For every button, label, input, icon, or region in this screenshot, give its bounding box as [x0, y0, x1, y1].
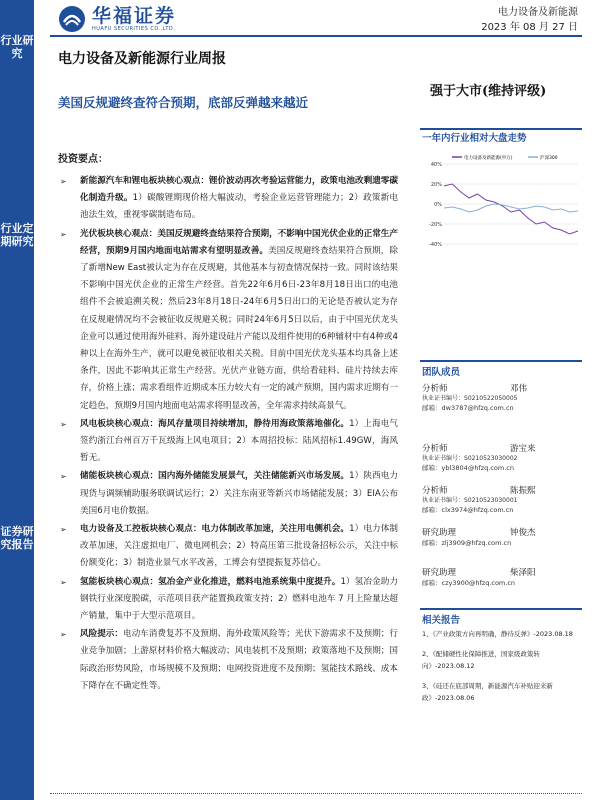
bullet-wind: [58, 416, 398, 468]
analyst-reg: S0210523030002: [464, 455, 518, 462]
header-divider: [50, 35, 582, 37]
reports-title-divider: [420, 608, 582, 610]
header-meta: [481, 5, 578, 35]
side-label-securities-report: 证券研究报告: [0, 525, 34, 551]
analyst-card: [422, 442, 587, 473]
company-logo: [58, 4, 176, 34]
analyst-reg-label: 执业证书编号：: [422, 455, 465, 462]
bullet-power-equipment: [58, 521, 398, 573]
chart-y-tick-label: 40%: [430, 162, 442, 168]
footer-divider: [50, 793, 582, 794]
bullet-text: 1）上海电气签约浙江台州百万千瓦级海上风电项目；2）本周招投标：陆风招标1.49GW，海风暂无。: [80, 418, 398, 464]
bullet-lead: 风电板块核心观点：海风存量项目持续增加，静待用海政策落地催化。: [80, 418, 350, 429]
analyst-name: 邓伟: [510, 384, 528, 394]
analyst-reg: S0210522050005: [464, 395, 518, 402]
bullet-lead: 风险提示：: [80, 629, 123, 640]
analyst-card: [422, 484, 587, 515]
chart-title: 一年内行业相对大盘走势: [422, 133, 527, 144]
header-industry: 电力设备及新能源: [498, 7, 578, 18]
bullet-lead: 电力设备及工控板块核心观点：电力体制改革加速，关注用电侧机会。: [80, 524, 350, 535]
analyst-name: 钟俊杰: [510, 528, 536, 538]
analyst-card: [422, 566, 587, 588]
analyst-name: 陈振熙: [510, 486, 536, 496]
relative-performance-chart: [420, 148, 582, 248]
related-report-item[interactable]: 3、《硅还在底部周期，新能源汽车补贴迎来新政》-2023.08.06: [422, 682, 553, 702]
side-label-periodic-research: 行业定期研究: [0, 222, 34, 248]
bullet-ev-lithium: [58, 173, 398, 225]
analyst-card: [422, 526, 587, 548]
analyst-role: 分析师: [422, 384, 448, 394]
side-band: [0, 0, 34, 800]
bullet-hydrogen: [58, 574, 398, 626]
chart-y-tick-label: 20%: [430, 182, 442, 188]
chart-y-tick-label: 0%: [434, 202, 442, 208]
analyst-email[interactable]: czy3900@hfzq.com.cn: [441, 579, 516, 587]
bullet-lead: 氢能板块核心观点：氢冶金产业化推进，燃料电池系统集中度提升。: [80, 576, 341, 587]
reports-title: 相关报告: [422, 615, 461, 626]
chart-y-tick-label: -20%: [429, 222, 442, 228]
bullet-text: 1）碳酸锂期现价格大幅波动，考验企业运营管理能力；2）政策新电池法生效，重视零碳制造布局。: [80, 193, 398, 221]
analyst-reg-label: 执业证书编号：: [422, 395, 465, 402]
analyst-email-label: 邮箱：: [422, 539, 442, 547]
chart-y-tick-label: -40%: [429, 242, 442, 248]
analyst-card: [422, 382, 587, 413]
side-label-industry-research: 行业研究: [0, 34, 34, 60]
section-title: 投资要点：: [58, 154, 108, 165]
chart-svg: [420, 148, 582, 248]
analyst-name: 柴泽阳: [510, 568, 536, 578]
bullet-storage: [58, 468, 398, 520]
related-reports: [422, 628, 587, 712]
analyst-reg: S0210523030001: [464, 497, 518, 504]
analyst-email-label: 邮箱：: [422, 506, 442, 514]
bullet-lead: 光伏板块核心观点：美国反规避终查结果符合预期，不影响中国光伏企业的正常生产经营，预期9月国内地面电站需求有望明显改善。: [80, 228, 398, 256]
bullet-text: 电动车消费复苏不及预期、海外政策风险等；光伏下游需求不及预期；行业竞争加剧；上游原材料价格大幅波动；风电装机不及预期；政策落地不及预期；国际政治形势风险，市场规模不及预期；电网投资进度不及预期；氢能技术路线、成本下降存在不确定性等。: [80, 629, 398, 691]
analyst-role: 分析师: [422, 486, 448, 496]
bullet-lead: 储能板块核心观点：国内海外储能发展景气，关注储能新兴市场发展。: [80, 471, 350, 482]
analyst-email-label: 邮箱：: [422, 404, 442, 412]
analyst-email-label: 邮箱：: [422, 579, 442, 587]
analyst-role: 分析师: [422, 444, 448, 454]
legend-label-series-2: 沪深300: [540, 156, 558, 161]
bullet-lead: 新能源汽车和锂电板块核心观点：锂价波动再次考验运营能力，政策电池改剩遗零碳化制造升级。: [80, 176, 398, 204]
bullet-text: 1）氢冶金助力钢铁行业深度脱碳，示范项目获产能置换政策支持；2）燃料电池车 7 月上险量达超产销量，集中于大型示范项目。: [80, 576, 398, 622]
bullet-text: 1）电力体制改革加速，关注虚拟电厂、微电网机会；2）特高压第三批设备招标公示，关注中标份额变化；3）制造业景气水平改善，工博会有望提振复苏信心。: [80, 524, 398, 569]
team-title-divider: [420, 360, 582, 362]
analyst-role: 研究助理: [422, 568, 457, 578]
analyst-email[interactable]: zlj3909@hfzq.com.cn: [441, 539, 512, 547]
report-type: 电力设备及新能源行业周报: [58, 51, 226, 67]
legend-label-series-1: 电力设备及新能源(申万): [464, 156, 513, 161]
analyst-role: 研究助理: [422, 528, 457, 538]
analyst-reg-label: 执业证书编号：: [422, 497, 465, 504]
team-title: 团队成员: [422, 367, 461, 378]
main-content: [58, 150, 398, 696]
logo-text-en: HUAFU SECURITIES CO.,LTD.: [92, 25, 176, 32]
related-report-item[interactable]: 2、《配储硬性化保障推进，国家级政策转向》-2023.08.12: [422, 650, 540, 670]
related-report-item[interactable]: 1、《产业政策方向再明确，静待反弹》-2023.08.18: [422, 630, 573, 638]
bullet-text: 美国反规避终查结果符合预期，除了新增New East被认定为存在反规避，其他基本与初查情况保持一致。同时该结果不影响中国光伏企业的正常生产经营。首先22年6月6日-23年8月18日出口的电池组件不会被追溯关税；然后23年8月18日-24年6月5日出口的无论是否被认定为存在反规避情况均不会被征收反规避关税；同时24年6月5日以后，由于中国光伏龙头企业可以通过使用海外硅料、海外建设硅片产能以及组件使用的6种辅材中有4种或4种以上在海外生产，就可以避免被征收相关关税。目前中国光伏龙头基本均具备上述条件，因此不影响其正常生产经营。光伏产业链方面，供给看硅料、硅片持续去库存，价格上涨；需求看组件近期成本压力较大有一定的减产预期，国内需求近期有一定趋色，预期9月国内地面电站需求将明显改善，全年需求持续高景气。: [80, 245, 398, 411]
bullet-solar: [58, 226, 398, 415]
logo-text-cn: 华福证券: [92, 4, 177, 27]
bullet-risk: [58, 626, 398, 695]
header-date: 2023 年 08 月 27 日: [481, 22, 578, 33]
analyst-email-label: 邮箱：: [422, 464, 442, 472]
logo-icon: [58, 5, 86, 33]
analyst-email[interactable]: clx3974@hfzq.com.cn: [441, 506, 514, 514]
report-headline: 美国反规避终查符合预期，底部反弹越来越近: [58, 95, 309, 110]
analyst-name: 游宝来: [510, 444, 536, 454]
analyst-email[interactable]: ybl3804@hfzq.com.cn: [441, 464, 514, 472]
bullet-text: 1）陕西电力现货与调频辅助服务联调试运行；2）关注东南亚等新兴市场储能发展；3）EIA公布美国6月电价数据。: [80, 471, 398, 516]
chart-series-line-2: [444, 204, 578, 212]
rating: 强于大市(维持评级): [430, 84, 547, 99]
analyst-email[interactable]: dw3787@hfzq.com.cn: [441, 404, 514, 412]
